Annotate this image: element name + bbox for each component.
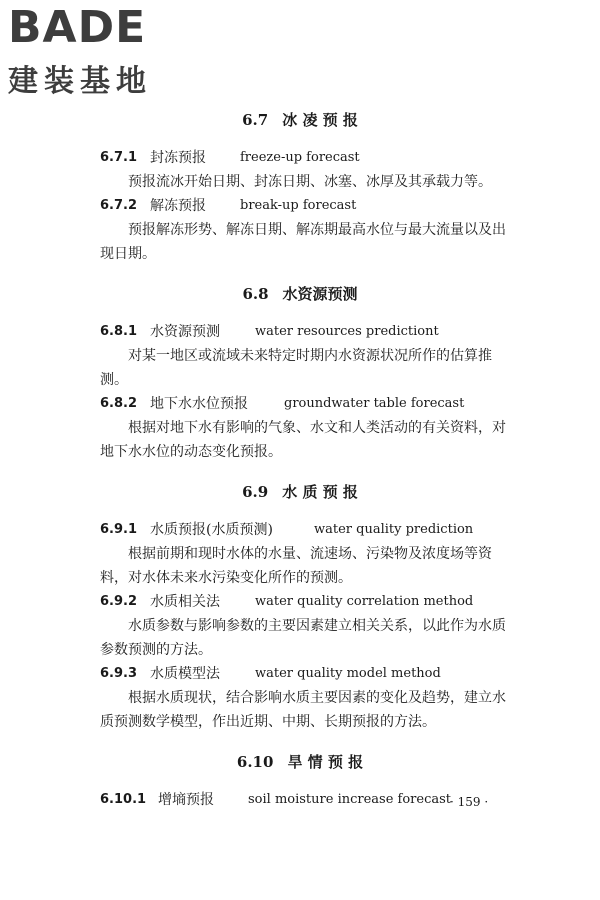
term-english: soil moisture increase forecast: [248, 792, 452, 807]
term-entry: [0, 146, 600, 170]
term-definition: 根据对地下水有影响的气象、水文和人类活动的有关资料，对地下水水位的动态变化预报。: [100, 420, 506, 460]
term-definition: 预报流冰开始日期、封冻日期、冰塞、冰厚及其承载力等。: [128, 174, 492, 190]
section-title: 水资源预测: [282, 285, 358, 303]
term-entry: [0, 662, 600, 686]
section-heading: [0, 282, 600, 306]
logo-subtitle: 建装基地: [8, 64, 152, 99]
section-number: 6.9: [242, 483, 269, 501]
term-definition: 水质参数与影响参数的主要因素建立相关关系，以此作为水质参数预测的方法。: [100, 618, 506, 658]
logo-wordmark: BADE: [8, 2, 147, 53]
term-number: 6.9.1: [100, 522, 138, 537]
term-chinese: 封冻预报: [150, 150, 206, 166]
term-number: 6.9.3: [100, 666, 138, 681]
term-english: break-up forecast: [240, 198, 357, 213]
section-heading: [0, 480, 600, 504]
term-number: 6.8.2: [100, 396, 138, 411]
term-entry: [0, 590, 600, 614]
term-number: 6.9.2: [100, 594, 138, 609]
bade-logo: [8, 2, 178, 99]
term-entry: [0, 320, 600, 344]
term-chinese: 地下水水位预报: [150, 396, 248, 412]
term-definition: 预报解冻形势、解冻日期、解冻期最高水位与最大流量以及出现日期。: [100, 222, 506, 262]
term-number: 6.7.1: [100, 150, 138, 165]
section-number: 6.10: [236, 753, 274, 771]
document-body: [0, 102, 600, 812]
term-definition: 对某一地区或流域未来特定时期内水资源状况所作的估算推测。: [100, 348, 492, 388]
term-chinese: 水资源预测: [150, 324, 220, 340]
section-title: 水 质 预 报: [282, 483, 358, 501]
term-entry: [0, 518, 600, 542]
section-title: 旱 情 预 报: [287, 753, 364, 771]
term-english: water quality prediction: [314, 522, 474, 537]
page-number: · 159 ·: [450, 795, 489, 809]
section-heading: [0, 750, 600, 774]
section-number: 6.7: [242, 111, 269, 129]
section-heading: [0, 108, 600, 132]
term-number: 6.10.1: [100, 792, 147, 807]
term-chinese: 水质模型法: [150, 666, 220, 682]
term-chinese: 解冻预报: [150, 198, 206, 214]
term-english: water quality model method: [255, 666, 441, 681]
term-definition: 根据前期和现时水体的水量、流速场、污染物及浓度场等资料，对水体未来水污染变化所作的预测。: [100, 546, 492, 586]
term-english: freeze-up forecast: [240, 150, 360, 165]
section-number: 6.8: [242, 285, 269, 303]
term-english: water quality correlation method: [255, 594, 474, 609]
term-chinese: 水质预报(水质预测): [150, 522, 273, 538]
term-chinese: 水质相关法: [150, 594, 220, 610]
term-number: 6.8.1: [100, 324, 138, 339]
term-number: 6.7.2: [100, 198, 138, 213]
term-chinese: 增墒预报: [158, 792, 214, 808]
term-definition: 根据水质现状，结合影响水质主要因素的变化及趋势，建立水质预测数学模型，作出近期、中期、长期预报的方法。: [100, 690, 506, 730]
term-entry: [0, 194, 600, 218]
term-entry: [0, 392, 600, 416]
section-title: 冰 凌 预 报: [282, 111, 358, 129]
term-english: water resources predictiont: [255, 324, 439, 339]
term-english: groundwater table forecast: [284, 396, 465, 411]
term-entry: [0, 788, 600, 812]
